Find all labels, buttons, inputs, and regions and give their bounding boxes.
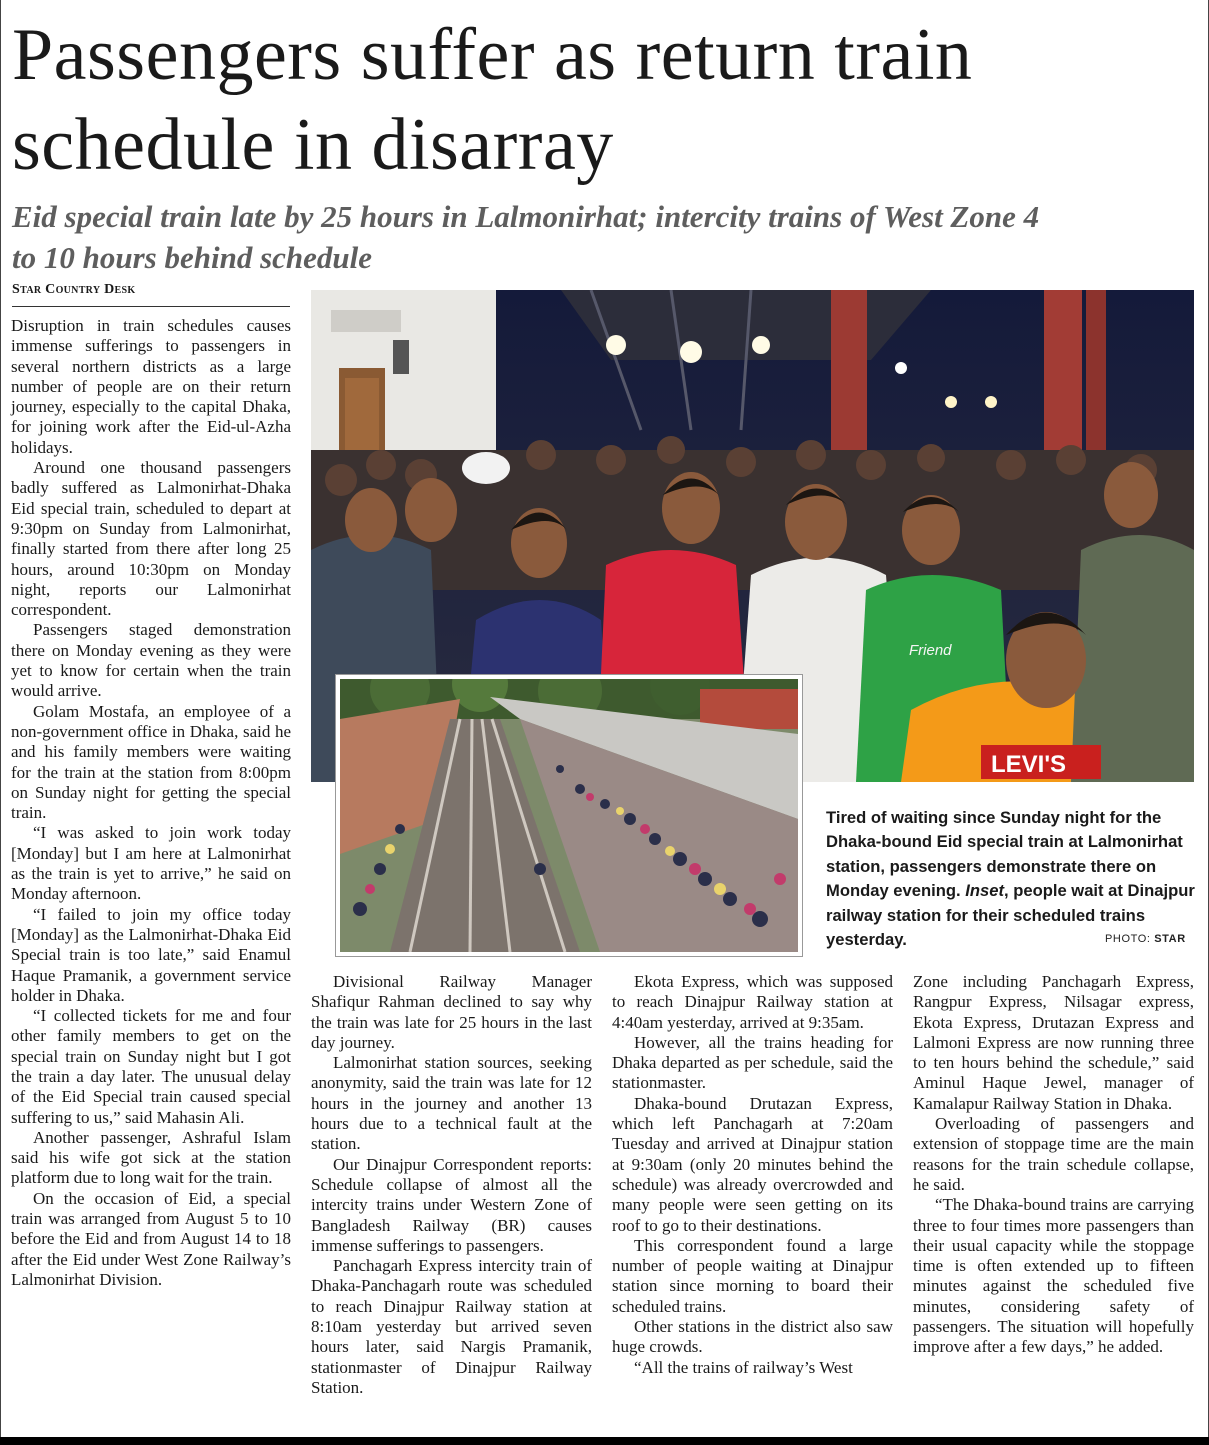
paragraph: Other stations in the district also saw huge crowds. [612, 1317, 893, 1357]
body-column-1 [11, 316, 291, 1290]
paragraph: “I failed to join my office today [Monday] as the Lalmonirhat-Dhaka Eid Special train is too late,” said Enamul Haque Pramanik, a government service holder in Dhaka. [11, 904, 291, 1005]
paragraph: Disruption in train schedules causes immense sufferings to passengers in several northern districts as a large number of people are on their return journey, especially to the capital Dhaka, for joining work after the Eid-ul-Azha holidays. [11, 316, 291, 457]
paragraph: “I collected tickets for me and four other family members to get on the special train on Sunday night but I got the train a day later. The unusual delay of the Eid Special train caused special suffering to us,” said Mahasin Ali. [11, 1006, 291, 1127]
paragraph: Zone including Panchagarh Express, Rangpur Express, Nilsagar express, Ekota Express, Drutazan Express and Lalmoni Express are now running three to ten hours behind the schedule,” said Aminul Haque Jewel, manager of Kamalapur Railway Station in Dhaka. [913, 972, 1194, 1113]
paragraph: Golam Mostafa, an employee of a non-government office in Dhaka, said he and his family members were waiting for the train at the station from 8:00pm on Sunday night for getting the special train. [11, 701, 291, 823]
caption-rest: , people wait at Dinajpur railway station for their scheduled trains yesterday. [826, 881, 1195, 950]
subheadline [12, 196, 1197, 278]
paragraph: Lalmonirhat station sources, seeking anonymity, said the train was late for 12 hours in the journey and another 13 hours due to a technical fault at the station. [311, 1053, 592, 1154]
subheadline-line-1: Eid special train late by 25 hours in Lalmonirhat; intercity trains of West Zone 4 [12, 199, 1040, 234]
paragraph: “I was asked to join work today [Monday] but I am here at Lalmonirhat as the train is yet to arrive,” he said on Monday afternoon. [11, 823, 291, 904]
tshirt-text: Friend [909, 642, 952, 659]
paragraph: Around one thousand passengers badly suffered as Lalmonirhat-Dhaka Eid special train, scheduled to depart at 9:30pm on Sunday from Lalmonirhat, finally started from there after long 25 hours, around 10:30pm on Monday night, reports our Lalmonirhat correspondent. [11, 458, 291, 620]
paragraph: Ekota Express, which was supposed to reach Dinajpur Railway station at 4:40am yesterday, arrived at 9:35am. [612, 972, 893, 1032]
caption-main: Tired of waiting since Sunday night for the Dhaka-bound Eid special train at Lalmonirhat station, passengers demonstrate there on Monday evening. [826, 808, 1183, 901]
subheadline-line-2: to 10 hours behind schedule [12, 240, 373, 275]
paragraph: Panchagarh Express intercity train of Dhaka-Panchagarh route was scheduled to reach Dinajpur Railway station at 8:10am yesterday but arrived seven hours later, said Nargis Pramanik, stationmaster of Dinajpur Railway Station. [311, 1256, 592, 1397]
paragraph: Overloading of passengers and extension of stoppage time are the main reasons for the train schedule collapse, he said. [913, 1114, 1194, 1194]
paragraph: Dhaka-bound Drutazan Express, which left Panchagarh at 7:20am Tuesday and arrived at Dinajpur station at 9:30am (only 20 minutes behind the schedule) was already overcrowded and many people were seen getting on its roof to go to their destinations. [612, 1093, 893, 1235]
paragraph: “The Dhaka-bound trains are carrying three to four times more passengers than their usual capacity while the stoppage time is often extended up to fifteen minutes against the scheduled five minutes, considering safety of passengers. The situation will hopefully improve after a few days,” he added. [913, 1195, 1194, 1357]
byline-divider [12, 306, 290, 307]
body-column-2 [311, 972, 592, 1398]
photo-credit-source: STAR [1154, 933, 1186, 945]
paragraph: This correspondent found a large number of people waiting at Dinajpur station since morning to board their scheduled trains. [612, 1235, 893, 1316]
paragraph: “All the trains of railway’s West [634, 1357, 853, 1377]
paragraph: However, all the trains heading for Dhaka departed as per schedule, said the stationmaster. [612, 1032, 893, 1093]
byline: Star Country Desk [12, 282, 136, 297]
paragraph: Divisional Railway Manager Shafiqur Rahman declined to say why the train was late for 25 hours in the last day journey. [311, 972, 592, 1052]
body-column-4 [913, 972, 1194, 1358]
headline-line-2: schedule in disarray [12, 104, 614, 186]
headline-line-1: Passengers suffer as return train [12, 14, 973, 96]
headline [12, 10, 1197, 190]
body-column-3 [612, 972, 893, 1378]
caption-inset-label: Inset [965, 881, 1004, 901]
photo-credit [1105, 933, 1186, 945]
shirt-logo-text: LEVI'S [991, 751, 1067, 778]
paragraph: On the occasion of Eid, a special train was arranged from August 5 to 10 before the Eid and from August 14 to 18 after the Eid under West Zone Railway’s Lalmonirhat Division. [11, 1188, 291, 1289]
photo-credit-label: PHOTO: [1105, 933, 1151, 945]
paragraph: Passengers staged demonstration there on Monday evening as they were yet to know for certain when the train would arrive. [11, 620, 291, 701]
paragraph: Our Dinajpur Correspondent reports: Schedule collapse of almost all the intercity trains under Western Zone of Bangladesh Railway (BR) causes immense sufferings to passengers. [311, 1154, 592, 1255]
paragraph: Another passenger, Ashraful Islam said his wife got sick at the station platform due to long wait for the train. [11, 1127, 291, 1188]
photo-caption [826, 806, 1198, 952]
page-bottom-rule [0, 1437, 1209, 1445]
inset-photo-platform [336, 675, 802, 956]
